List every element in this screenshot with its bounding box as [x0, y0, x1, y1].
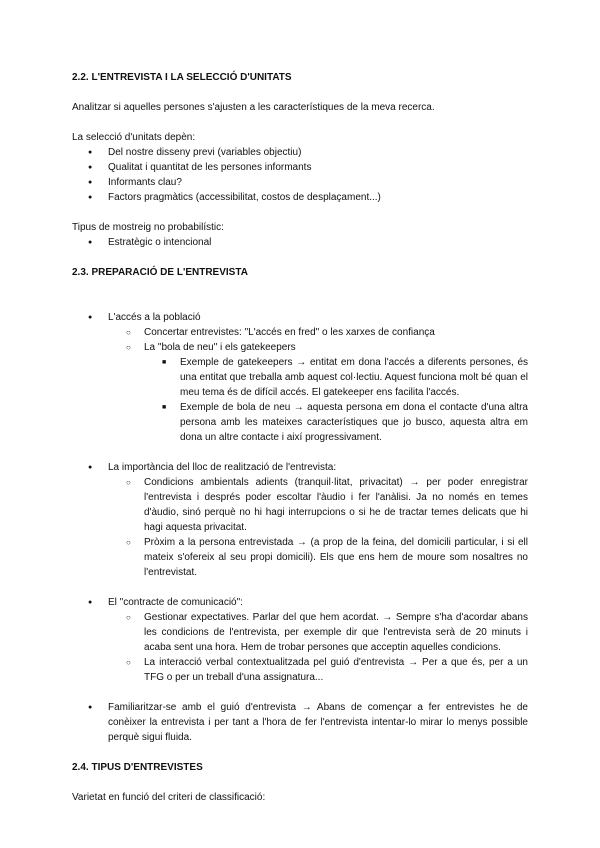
section-2-4-intro: Varietat en funció del criteri de classificació: — [72, 792, 266, 803]
list-item: ○ Pròxim a la persona entrevistada → (a prop de la feina, del domicili particular, i si ell mateix s'ofereix al seu propi domicili). Els que ens hem de moure som nosaltres no l'entrevistat. — [72, 535, 528, 580]
section-2-2-heading: 2.2. L'ENTREVISTA I LA SELECCIÓ D'UNITATS — [72, 72, 292, 83]
list-item: ● Informants clau? — [72, 175, 528, 190]
list-item-contract — [72, 595, 528, 685]
depends-label: La selecció d'unitats depèn: — [72, 132, 196, 143]
list-item: ■ Exemple de bola de neu → aquesta persona em dona el contacte d'una altra persona amb les mateixes característiques que jo busco, aquesta altra em dona un altre contacte i així progressivament. — [72, 400, 528, 445]
sampling-list — [72, 235, 528, 250]
location-sublist — [108, 475, 528, 580]
list-item: ● Qualitat i quantitat de les persones informants — [72, 160, 528, 175]
list-item: ○ La interacció verbal contextualitzada pel guió d'entrevista → Per a que és, per a un TFG o per un treball d'una assignatura... — [72, 655, 528, 685]
list-item: ○ Concertar entrevistes: "L'accés en fred" o les xarxes de confiança — [72, 325, 528, 340]
section-2-2-intro: Analitzar si aquelles persones s'ajusten a les característiques de la meva recerca. — [72, 102, 435, 113]
list-item: ○ Gestionar expectatives. Parlar del que hem acordat. → Sempre s'ha d'acordar abans les condicions de l'entrevista, per exemple dir que l'entrevista serà de 20 minuts i acaba sent una hora. Hem de trobar persones que acceptin aquelles condicions. — [72, 610, 528, 655]
list-item: ○ Condicions ambientals adients (tranquil·litat, privacitat) → per poder enregistrar l'entrevista i després poder escoltar l'àudio i fer l'anàlisi. Ja no només en temes d'àudio, sinó perquè no hi hagi interrupcions o si he de tractar temes delicats que hi hagi aquesta privacitat. — [72, 475, 528, 535]
access-label: L'accés a la població — [108, 312, 201, 323]
list-item: ● Estratègic o intencional — [72, 235, 528, 250]
list-item: ● Del nostre disseny previ (variables objectiu) — [72, 145, 528, 160]
location-label: La importància del lloc de realització de l'entrevista: — [108, 462, 337, 473]
snowball-label: La "bola de neu" i els gatekeepers — [144, 342, 296, 353]
list-item-access — [72, 310, 528, 445]
document-page — [72, 70, 528, 805]
sampling-label: Tipus de mostreig no probabilístic: — [72, 222, 224, 233]
list-item: ● Factors pragmàtics (accessibilitat, costos de desplaçament...) — [72, 190, 528, 205]
list-item-location — [72, 460, 528, 580]
section-2-4-heading: 2.4. TIPUS D'ENTREVISTES — [72, 762, 203, 773]
section-2-3-heading: 2.3. PREPARACIÓ DE L'ENTREVISTA — [72, 267, 248, 278]
preparation-list — [72, 310, 528, 745]
list-item — [72, 340, 528, 445]
list-item-familiarize: ● Familiaritzar-se amb el guió d'entrevista → Abans de començar a fer entrevistes he de conèixer la entrevista i per tant a l'hora de fer l'entrevista intentar-lo mirar lo menys possible perquè sigui fluida. — [72, 700, 528, 745]
access-sublist — [108, 325, 528, 445]
depends-list — [72, 145, 528, 205]
list-item: ■ Exemple de gatekeepers → entitat em dona l'accés a diferents persones, és una entitat que treballa amb aquest col·lectiu. Aquest funciona molt bé quan el meu tema és de difícil accés. El gatekeeper ens facilita l'accés. — [72, 355, 528, 400]
snowball-sublist — [144, 355, 528, 445]
contract-label: El "contracte de comunicació": — [108, 597, 243, 608]
contract-sublist — [108, 610, 528, 685]
